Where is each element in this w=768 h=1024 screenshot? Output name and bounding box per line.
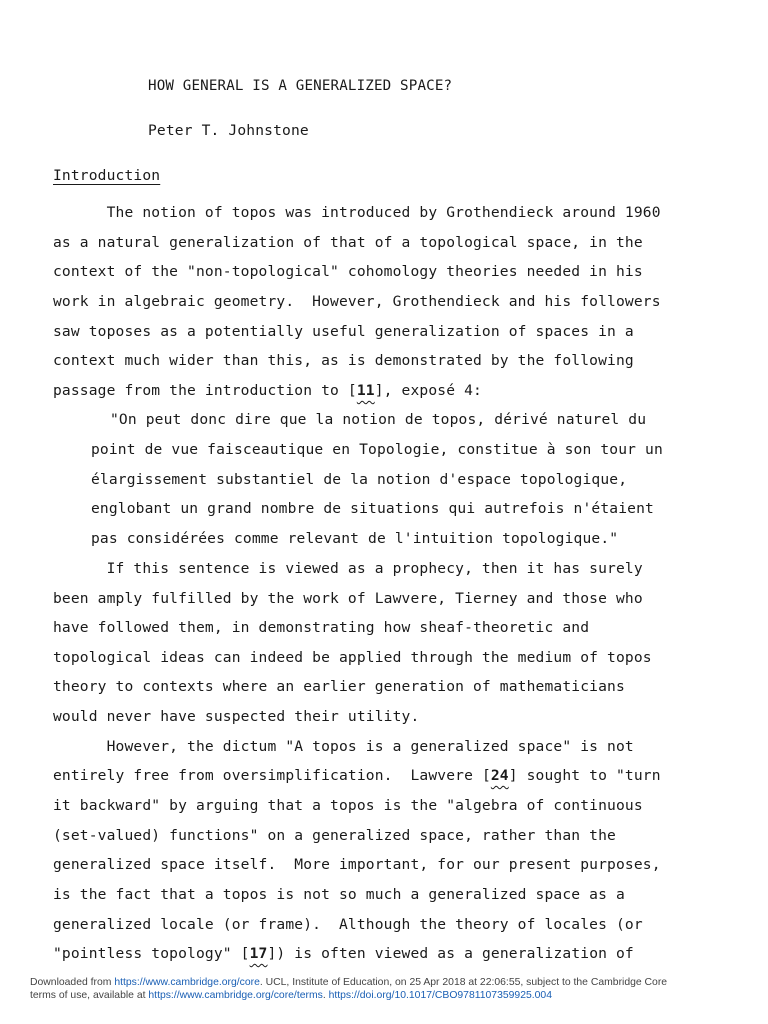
- citation: [11]: [347, 382, 384, 399]
- citation: [24]: [481, 767, 518, 784]
- body-line: work in algebraic geometry. However, Grothendieck and his followers: [53, 293, 661, 310]
- quote-line: "On peut donc dire que la notion de topos, dérivé naturel du: [110, 411, 647, 428]
- body-line-with-citation: [53, 384, 482, 399]
- line-text: passage from the introduction to: [53, 382, 348, 399]
- paper-title: HOW GENERAL IS A GENERALIZED SPACE?: [148, 78, 453, 94]
- line-text: ) is often viewed as a generalization of: [276, 945, 634, 962]
- body-line: have followed them, in demonstrating how sheaf-theoretic and: [53, 619, 590, 636]
- quote-line: point de vue faisceautique en Topologie, constitue à son tour un: [91, 441, 663, 458]
- body-line: However, the dictum "A topos is a generalized space" is not: [53, 738, 634, 755]
- author-name: Peter T. Johnstone: [148, 122, 309, 139]
- citation-number: 24: [490, 767, 509, 784]
- body-line: context much wider than this, as is demonstrated by the following: [53, 352, 634, 369]
- body-line: generalized space itself. More important, for our present purposes,: [53, 856, 661, 873]
- footer-text: terms of use, available at: [30, 990, 149, 1001]
- footer-text: . UCL, Institute of Education, on 25 Apr 2018 at 22:06:55, subject to the Cambridge Core: [259, 977, 668, 988]
- body-line: saw toposes as a potentially useful generalization of spaces in a: [53, 323, 634, 340]
- citation-number: 17: [249, 945, 268, 962]
- body-line: as a natural generalization of that of a topological space, in the: [53, 234, 643, 251]
- body-line: The notion of topos was introduced by Grothendieck around 1960: [53, 204, 661, 221]
- footer-text: Downloaded from: [30, 977, 115, 988]
- body-line: is the fact that a topos is not so much a generalized space as a: [53, 886, 625, 903]
- section-heading: Introduction: [53, 167, 161, 184]
- body-line-with-citation: [53, 769, 661, 784]
- quote-line: englobant un grand nombre de situations qui autrefois n'étaient: [91, 500, 654, 517]
- line-text: sought to "turn: [517, 767, 661, 784]
- terms-link[interactable]: https://www.cambridge.org/core/terms: [148, 990, 323, 1001]
- citation: [17]: [240, 945, 277, 962]
- quote-line: élargissement substantiel de la notion d'espace topologique,: [91, 471, 628, 488]
- line-text: entirely free from oversimplification. Lawvere: [53, 767, 482, 784]
- body-line: it backward" by arguing that a topos is the "algebra of continuous: [53, 797, 643, 814]
- body-line: (set-valued) functions" on a generalized space, rather than the: [53, 827, 616, 844]
- body-line: would never have suspected their utility.: [53, 708, 420, 725]
- body-line: If this sentence is viewed as a prophecy, then it has surely: [53, 560, 643, 577]
- body-line: been amply fulfilled by the work of Lawvere, Tierney and those who: [53, 590, 643, 607]
- body-line: generalized locale (or frame). Although the theory of locales (or: [53, 916, 643, 933]
- cambridge-core-link[interactable]: https://www.cambridge.org/core: [114, 977, 260, 988]
- line-text: , exposé 4:: [383, 382, 482, 399]
- quote-line: pas considérées comme relevant de l'intuition topologique.": [91, 530, 619, 547]
- line-text: "pointless topology": [53, 945, 241, 962]
- body-line: context of the "non-topological" cohomology theories needed in his: [53, 263, 643, 280]
- citation-number: 11: [356, 382, 375, 399]
- footer-text: .: [322, 990, 329, 1001]
- body-line-with-citation: [53, 947, 634, 962]
- download-footer: [30, 976, 750, 1002]
- doi-link[interactable]: https://doi.org/10.1017/CBO9781107359925.004: [328, 990, 552, 1001]
- body-line: theory to contexts where an earlier generation of mathematicians: [53, 678, 625, 695]
- body-line: topological ideas can indeed be applied through the medium of topos: [53, 649, 652, 666]
